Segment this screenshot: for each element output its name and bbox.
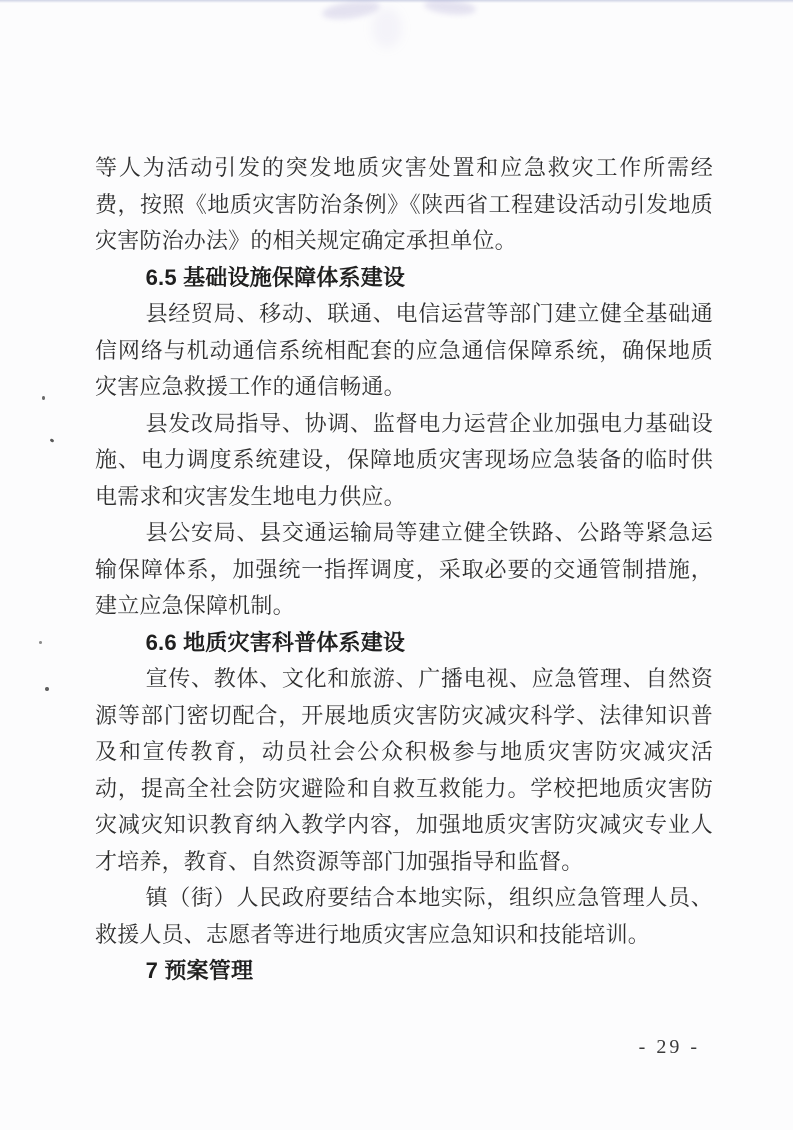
body-paragraph: 县公安局、县交通运输局等建立健全铁路、公路等紧急运输保障体系，加强统一指挥调度，采取必要的交通管制措施，建立应急保障机制。 xyxy=(95,520,713,618)
page-number: - 29 - xyxy=(638,1036,700,1058)
body-paragraph: 等人为活动引发的突发地质灾害处置和应急救灾工作所需经费，按照《地质灾害防治条例》《陕西省工程建设活动引发地质灾害防治办法》的相关规定确定承担单位。 xyxy=(95,155,713,253)
ink-speck xyxy=(39,641,42,644)
section-heading: 6.5 基础设施保障体系建设 xyxy=(145,264,406,290)
ink-speck xyxy=(50,438,55,443)
ink-speck xyxy=(42,396,45,400)
body-paragraph: 县经贸局、移动、联通、电信运营等部门建立健全基础通信网络与机动通信系统相配套的应急通信保障系统，确保地质灾害应急救援工作的通信畅通。 xyxy=(95,301,713,399)
body-paragraph: 宣传、教体、文化和旅游、广播电视、应急管理、自然资源等部门密切配合，开展地质灾害防灾减灾科学、法律知识普及和宣传教育，动员社会公众积极参与地质灾害防灾减灾活动，提高全社会防灾避险和自救互救能力。学校把地质灾害防灾减灾知识教育纳入教学内容，加强地质灾害防灾减灾专业人才培养，教育、自然资源等部门加强指导和监督。 xyxy=(95,666,713,874)
section-heading: 7 预案管理 xyxy=(145,958,254,983)
section-heading: 6.6 地质灾害科普体系建设 xyxy=(145,629,406,655)
body-paragraph: 县发改局指导、协调、监督电力运营企业加强电力基础设施、电力调度系统建设，保障地质灾害现场应急装备的临时供电需求和灾害发生地电力供应。 xyxy=(95,410,713,509)
body-paragraph: 镇（街）人民政府要结合本地实际，组织应急管理人员、救援人员、志愿者等进行地质灾害应急知识和技能培训。 xyxy=(95,885,713,947)
scan-smudge xyxy=(321,0,381,22)
document-body xyxy=(95,150,713,990)
scan-edge-artifact xyxy=(0,0,793,3)
ink-speck xyxy=(45,687,49,691)
scan-smudge xyxy=(372,8,402,48)
